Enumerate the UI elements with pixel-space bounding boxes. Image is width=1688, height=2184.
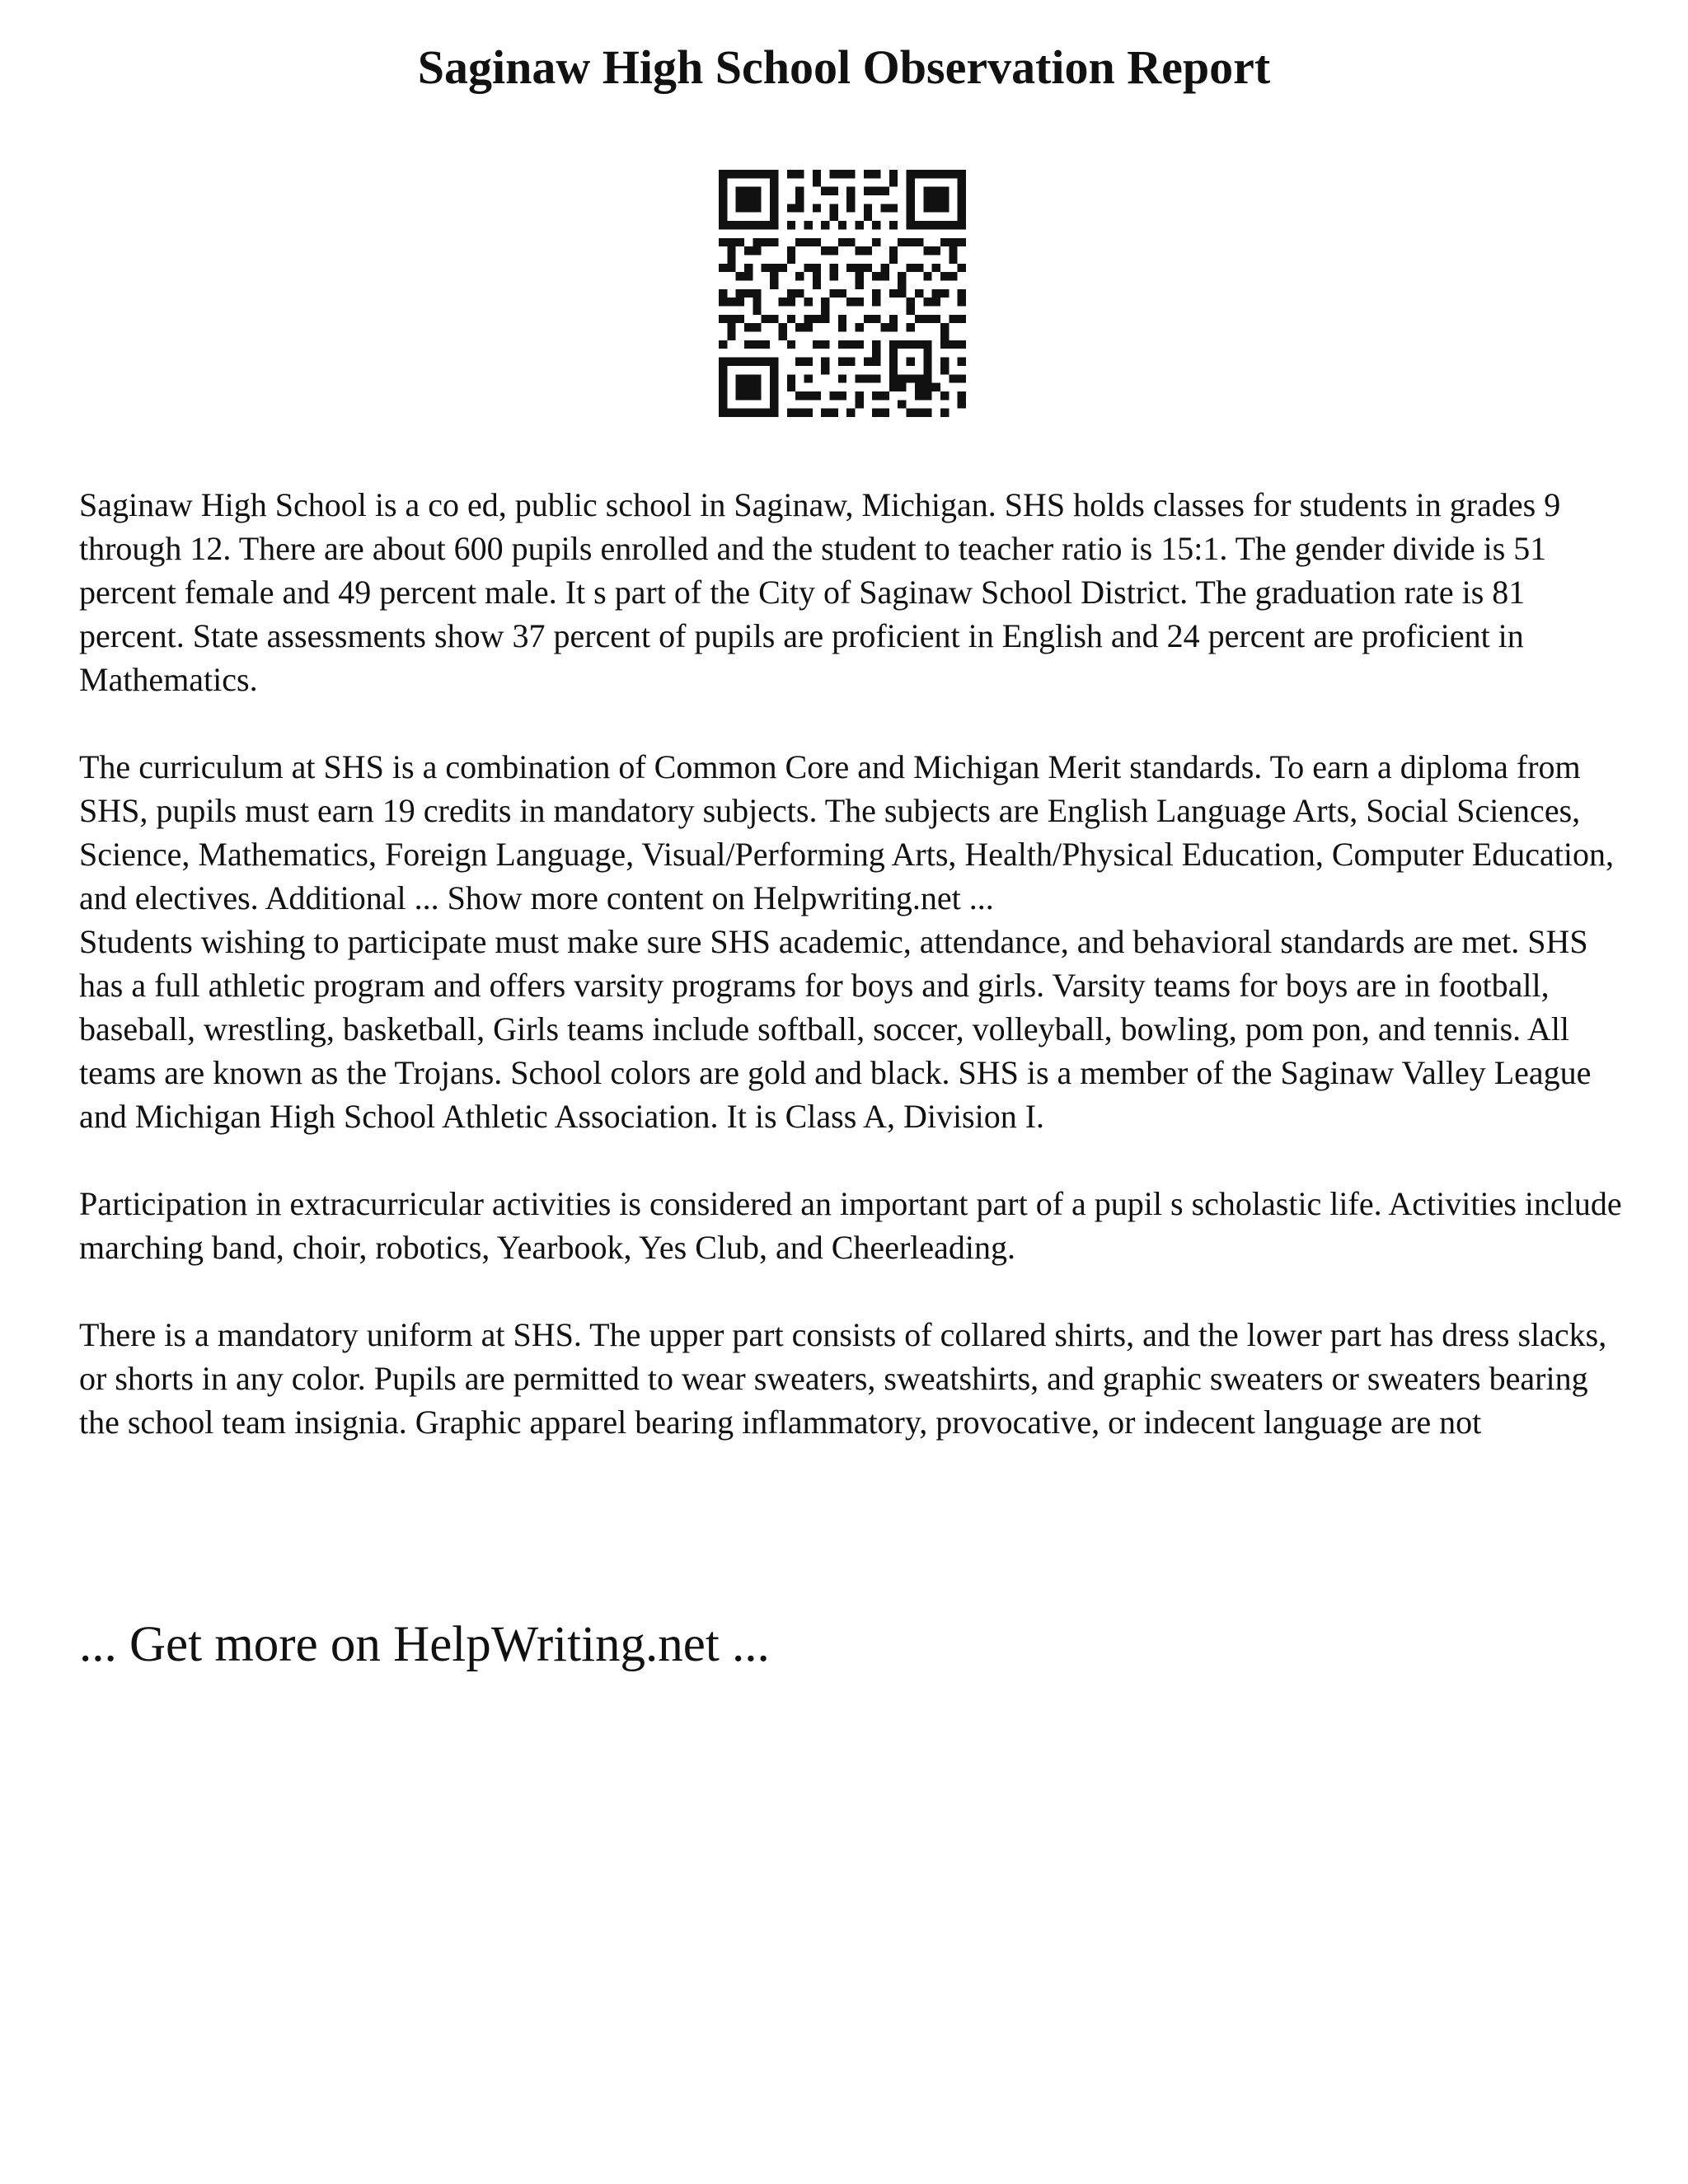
qr-code-icon: [719, 170, 966, 417]
paragraph-extracurricular: Participation in extracurricular activities is considered an important part of a pupil s scholastic life. Activities include marching band, choir, robotics, Yearbook, Yes Club, and Cheerleading.: [79, 1185, 1622, 1266]
paragraph-uniform: There is a mandatory uniform at SHS. The upper part consists of collared shirts, and the lower part has dress slacks, or shorts in any color. Pupils are permitted to wear sweaters, sweatshirts, and graphic sweaters or sweaters bearing the school team insignia. Graphic apparel bearing inflammatory, provocative, or indecent language are not: [79, 1316, 1607, 1441]
get-more-link[interactable]: ... Get more on HelpWriting.net ...: [79, 1617, 770, 1672]
paragraph-overview: Saginaw High School is a co ed, public school in Saginaw, Michigan. SHS holds classes for students in grades 9 through 12. There are about 600 pupils enrolled and the student to teacher ratio is 15:1. The gender divide is 51 percent female and 49 percent male. It s part of the City of Saginaw School District. The graduation rate is 81 percent. State assessments show 37 percent of pupils are proficient in English and 24 percent are proficient in Mathematics.: [79, 486, 1561, 698]
paragraph-curriculum: The curriculum at SHS is a combination of Common Core and Michigan Merit standards. To earn a diploma from SHS, pupils must earn 19 credits in mandatory subjects. The subjects are English Language Arts, Social Sciences, Science, Mathematics, Foreign Language, Visual/Performing Arts, Health/Physical Education, Computer Education, and electives. Additional ... Show more content on Helpwriting.net ...: [79, 748, 1614, 916]
report-body: [79, 483, 1629, 1444]
page-title: Saginaw High School Observation Report: [417, 40, 1271, 94]
paragraph-athletics: Students wishing to participate must make sure SHS academic, attendance, and behavioral standards are met. SHS has a full athletic program and offers varsity programs for boys and girls. Varsity teams for boys are in football, baseball, wrestling, basketball, Girls teams include softball, soccer, volleyball, bowling, pom pon, and tennis. All teams are known as the Trojans. School colors are gold and black. SHS is a member of the Saginaw Valley League and Michigan High School Athletic Association. It is Class A, Division I.: [79, 923, 1592, 1135]
